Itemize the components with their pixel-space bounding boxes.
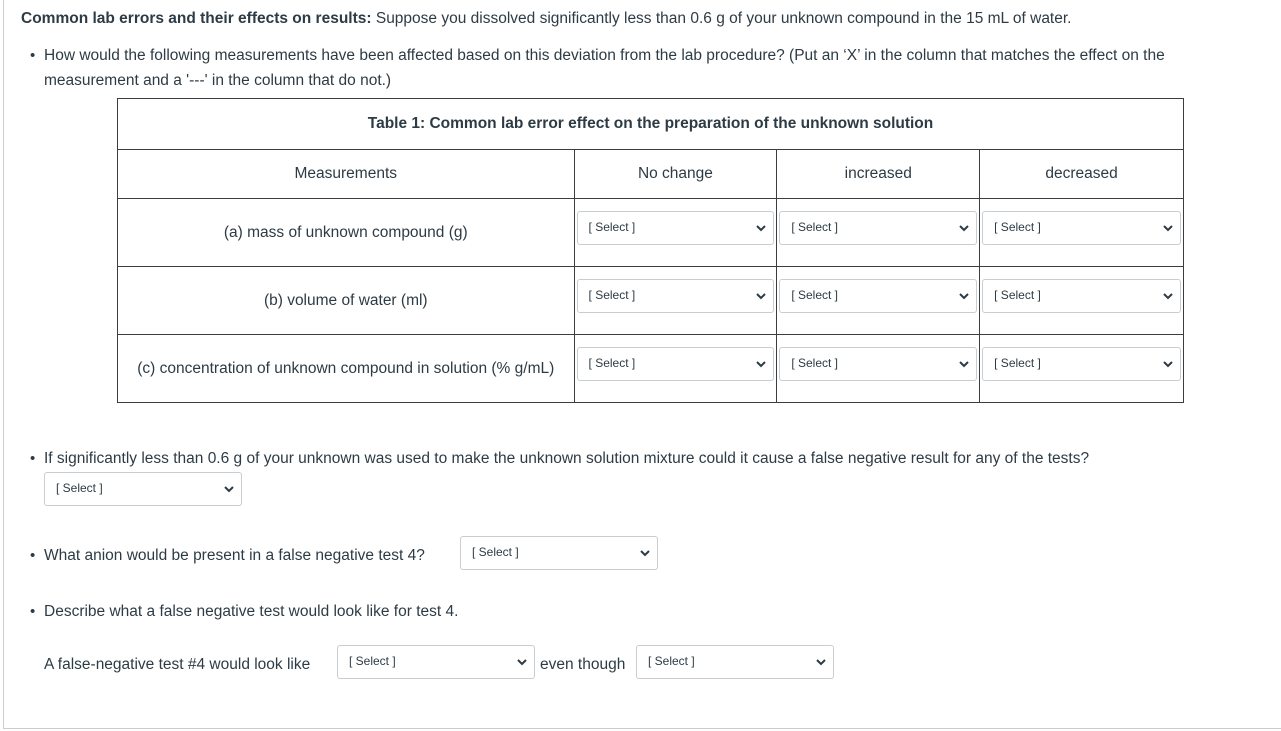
select-no-change[interactable]: [ Select ] <box>577 279 775 313</box>
answer-middle: even though <box>540 656 626 673</box>
chevron-down-icon <box>958 290 970 302</box>
select-increased[interactable]: [ Select ] <box>779 279 977 313</box>
intro-text: Suppose you dissolved significantly less than 0.6 g of your unknown compound in the 15 mL of water. <box>371 10 1072 27</box>
bullet-dot: • <box>30 47 36 64</box>
header-no-change: No change <box>574 150 777 199</box>
error-effect-table <box>117 98 1184 403</box>
question-2 <box>30 446 1264 471</box>
question-4 <box>30 599 744 624</box>
question-2-text: If significantly less than 0.6 g of your unknown was used to make the unknown solution mixture could it cause a false negative result for any of the tests? <box>44 450 1090 467</box>
header-increased: increased <box>777 150 980 199</box>
chevron-down-icon <box>755 358 767 370</box>
test4-appearance-select[interactable]: [ Select ] <box>337 645 535 679</box>
chevron-down-icon <box>815 656 827 668</box>
test4-reason-select[interactable]: [ Select ] <box>636 645 834 679</box>
anion-select[interactable]: [ Select ] <box>460 536 658 570</box>
question-3 <box>30 543 464 568</box>
chevron-down-icon <box>755 290 767 302</box>
question-3-text: What anion would be present in a false negative test 4? <box>44 547 425 564</box>
table-row <box>118 267 1184 335</box>
question-4-text: Describe what a false negative test would look like for test 4. <box>44 603 459 620</box>
row-label: (a) mass of unknown compound (g) <box>118 199 575 267</box>
header-decreased: decreased <box>980 150 1184 199</box>
intro-bold: Common lab errors and their effects on results: <box>21 10 372 27</box>
select-decreased[interactable]: [ Select ] <box>982 279 1181 313</box>
chevron-down-icon <box>755 222 767 234</box>
select-increased[interactable]: [ Select ] <box>779 211 977 245</box>
chevron-down-icon <box>639 547 651 559</box>
select-decreased[interactable]: [ Select ] <box>982 211 1181 245</box>
bullet-dot: • <box>30 603 36 620</box>
header-measurements: Measurements <box>118 150 575 199</box>
chevron-down-icon <box>223 483 235 495</box>
select-no-change[interactable]: [ Select ] <box>577 211 775 245</box>
chevron-down-icon <box>1162 358 1174 370</box>
intro-paragraph <box>21 9 1271 29</box>
table-row <box>118 335 1184 403</box>
select-no-change[interactable]: [ Select ] <box>577 347 775 381</box>
question-1 <box>30 43 1264 93</box>
chevron-down-icon <box>958 222 970 234</box>
row-label: (c) concentration of unknown compound in solution (% g/mL) <box>118 335 575 403</box>
row-label: (b) volume of water (ml) <box>118 267 575 335</box>
question-1-line2: measurement and a '---' in the column that do not.) <box>44 72 392 89</box>
table-row <box>118 199 1184 267</box>
select-decreased[interactable]: [ Select ] <box>982 347 1181 381</box>
chevron-down-icon <box>1162 222 1174 234</box>
answer-prefix: A false-negative test #4 would look like <box>44 656 311 673</box>
chevron-down-icon <box>958 358 970 370</box>
select-increased[interactable]: [ Select ] <box>779 347 977 381</box>
question-1-line1: How would the following measurements have been affected based on this deviation from the lab procedure? (Put an ‘X’ in the column that matches the effect on the <box>44 47 1165 64</box>
bullet-dot: • <box>30 450 36 467</box>
chevron-down-icon <box>516 656 528 668</box>
table-caption: Table 1: Common lab error effect on the preparation of the unknown solution <box>118 99 1184 150</box>
bullet-dot: • <box>30 547 36 564</box>
false-negative-select[interactable]: [ Select ] <box>44 472 242 506</box>
chevron-down-icon <box>1162 290 1174 302</box>
